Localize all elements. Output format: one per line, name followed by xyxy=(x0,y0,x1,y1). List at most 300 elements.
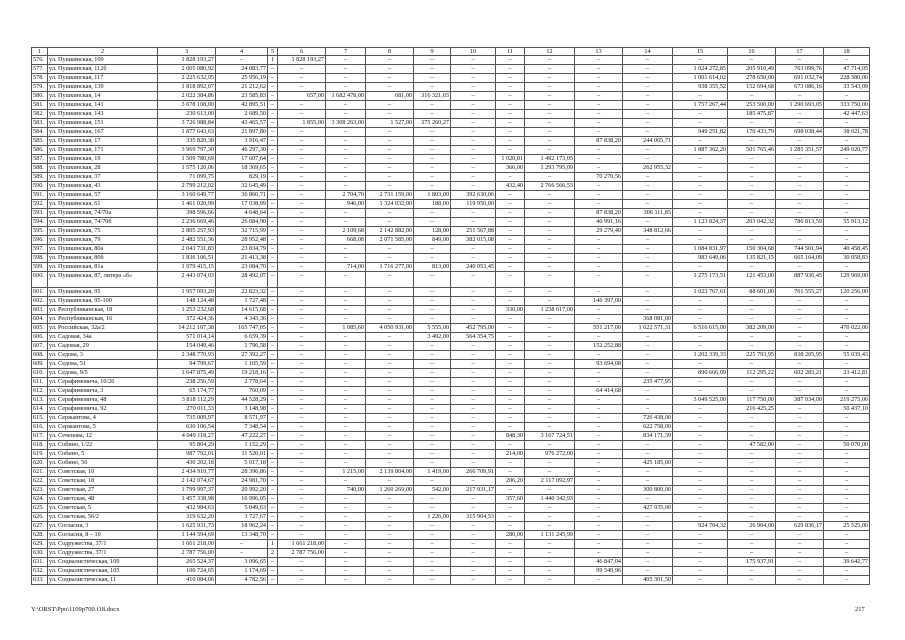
table-row xyxy=(32,495,870,504)
table-row xyxy=(32,558,870,567)
value-cell: – xyxy=(623,92,673,101)
address-cell: ул. Пушкинская, 151 xyxy=(48,119,158,128)
value-cell: 698 038,44 xyxy=(776,128,824,137)
value-cell: 1 084 831,97 xyxy=(673,245,728,254)
table-row xyxy=(32,450,870,459)
value-cell: 2 348 770,93 xyxy=(158,351,216,360)
value-cell: – xyxy=(366,513,414,522)
value-cell: – xyxy=(496,83,525,92)
value-cell: – xyxy=(525,128,575,137)
value-cell: – xyxy=(525,146,575,155)
address-cell: ул. Серафимовича, 3 xyxy=(48,387,158,396)
value-cell: 3 308 263,00 xyxy=(326,119,366,128)
value-cell: – xyxy=(268,200,278,209)
value-cell: – xyxy=(728,378,776,387)
value-cell: – xyxy=(451,65,496,74)
value-cell: – xyxy=(451,576,496,585)
value-cell: 2 731 159,00 xyxy=(366,191,414,200)
address-cell: ул. Российская, 32а/2 xyxy=(48,324,158,333)
value-cell: – xyxy=(525,540,575,549)
value-cell: – xyxy=(776,333,824,342)
row-number-cell: 618. xyxy=(32,441,48,450)
row-number-cell: 595. xyxy=(32,227,48,236)
row-number-cell: 609. xyxy=(32,360,48,369)
value-cell: – xyxy=(326,83,366,92)
value-cell: 1 174,69 xyxy=(216,567,268,576)
value-cell: – xyxy=(451,137,496,146)
value-cell: 2 482 551,36 xyxy=(158,236,216,245)
row-number-cell: 603. xyxy=(32,306,48,315)
value-cell: – xyxy=(673,567,728,576)
value-cell: – xyxy=(326,137,366,146)
value-cell: – xyxy=(451,387,496,396)
value-cell: 1 238 617,00 xyxy=(525,306,575,315)
value-cell: 3 096,65 xyxy=(216,558,268,567)
value-cell: – xyxy=(326,567,366,576)
value-cell: – xyxy=(268,387,278,396)
value-cell: 1 324 032,00 xyxy=(366,200,414,209)
value-cell: – xyxy=(326,297,366,306)
value-cell: – xyxy=(623,333,673,342)
address-cell: ул. Содружества, 37/1 xyxy=(48,549,158,558)
value-cell: – xyxy=(776,164,824,173)
value-cell: – xyxy=(623,146,673,155)
value-cell: 938 355,52 xyxy=(673,83,728,92)
value-cell: 100 724,65 xyxy=(158,567,216,576)
value-cell: 726 438,00 xyxy=(623,414,673,423)
value-cell: – xyxy=(366,369,414,378)
value-cell: – xyxy=(824,567,870,576)
value-cell: 602 283,21 xyxy=(776,369,824,378)
value-cell: 372 424,36 xyxy=(158,315,216,324)
value-cell: – xyxy=(776,414,824,423)
value-cell: – xyxy=(278,128,326,137)
value-cell: – xyxy=(824,200,870,209)
value-cell: – xyxy=(776,360,824,369)
value-cell: 42 895,51 xyxy=(216,101,268,110)
value-cell: – xyxy=(496,65,525,74)
value-cell: – xyxy=(776,504,824,513)
value-cell: 2 778,64 xyxy=(216,378,268,387)
value-cell: – xyxy=(451,378,496,387)
value-cell: 14 212 107,38 xyxy=(158,324,216,333)
value-cell: – xyxy=(623,396,673,405)
value-cell: 28 492,07 xyxy=(216,272,268,288)
value-cell: – xyxy=(673,423,728,432)
value-cell: 165 747,05 xyxy=(216,324,268,333)
value-cell: – xyxy=(451,540,496,549)
value-cell: – xyxy=(414,110,451,119)
value-cell: 1 799 997,37 xyxy=(158,486,216,495)
value-cell: – xyxy=(326,441,366,450)
row-number-cell: 591. xyxy=(32,191,48,200)
address-cell: ул. Пушкинская, 61 xyxy=(48,200,158,209)
value-cell: – xyxy=(268,92,278,101)
value-cell: – xyxy=(451,441,496,450)
value-cell: – xyxy=(623,549,673,558)
value-cell: – xyxy=(728,227,776,236)
value-cell: 4 050 931,00 xyxy=(366,324,414,333)
column-header: 6 xyxy=(278,48,326,56)
value-cell: 2 022 384,86 xyxy=(158,92,216,101)
value-cell: – xyxy=(728,576,776,585)
address-cell: ул. Пушкинская, 112б xyxy=(48,65,158,74)
value-cell: 1 293 795,09 xyxy=(525,164,575,173)
value-cell: – xyxy=(496,351,525,360)
table-row xyxy=(32,351,870,360)
value-cell: – xyxy=(525,209,575,218)
value-cell: – xyxy=(728,432,776,441)
value-cell: – xyxy=(728,315,776,324)
value-cell: 1 275 173,51 xyxy=(673,272,728,288)
value-cell: – xyxy=(575,56,623,65)
value-cell: 4 049 118,27 xyxy=(158,432,216,441)
value-cell: – xyxy=(673,432,728,441)
value-cell: – xyxy=(575,155,623,164)
value-cell: – xyxy=(414,297,451,306)
value-cell: – xyxy=(451,110,496,119)
row-number-cell: 596. xyxy=(32,236,48,245)
value-cell: 170 433,79 xyxy=(728,128,776,137)
address-cell: ул. Социалистическая, 11 xyxy=(48,576,158,585)
table-row xyxy=(32,315,870,324)
value-cell: – xyxy=(366,342,414,351)
value-cell: – xyxy=(496,315,525,324)
value-cell: 148 124,48 xyxy=(158,297,216,306)
value-cell: 154 049,46 xyxy=(158,342,216,351)
value-cell: – xyxy=(673,441,728,450)
value-cell: 93 694,08 xyxy=(575,360,623,369)
row-number-cell: 610. xyxy=(32,369,48,378)
address-cell: ул. Социалистическая, 105 xyxy=(48,567,158,576)
row-number-cell: 592. xyxy=(32,200,48,209)
row-number-cell: 607. xyxy=(32,342,48,351)
row-number-cell: 629. xyxy=(32,540,48,549)
value-cell: 7 348,54 xyxy=(216,423,268,432)
value-cell: – xyxy=(776,576,824,585)
value-cell: – xyxy=(776,531,824,540)
value-cell: 11 520,01 xyxy=(216,450,268,459)
value-cell: 630 106,54 xyxy=(158,423,216,432)
value-cell: – xyxy=(623,513,673,522)
row-number-cell: 606. xyxy=(32,333,48,342)
value-cell: 225 793,95 xyxy=(728,351,776,360)
value-cell: 1 457 338,98 xyxy=(158,495,216,504)
value-cell: 1 xyxy=(268,56,278,65)
value-cell: – xyxy=(575,477,623,486)
value-cell: 28 396,86 xyxy=(216,468,268,477)
value-cell: – xyxy=(326,65,366,74)
value-cell: – xyxy=(326,432,366,441)
value-cell: – xyxy=(326,423,366,432)
value-cell: – xyxy=(728,459,776,468)
value-cell: – xyxy=(728,567,776,576)
value-cell: – xyxy=(414,540,451,549)
value-cell: – xyxy=(673,315,728,324)
value-cell: – xyxy=(451,558,496,567)
value-cell: – xyxy=(326,101,366,110)
value-cell: – xyxy=(366,146,414,155)
value-cell: – xyxy=(673,576,728,585)
value-cell: – xyxy=(575,441,623,450)
value-cell: 50 437,10 xyxy=(824,405,870,414)
row-number-cell: 579. xyxy=(32,83,48,92)
value-cell: 5 017,18 xyxy=(216,459,268,468)
value-cell: – xyxy=(525,567,575,576)
value-cell: – xyxy=(451,119,496,128)
value-cell: 890 666,09 xyxy=(673,369,728,378)
value-cell: 262 955,32 xyxy=(623,164,673,173)
value-cell: 1 803,00 xyxy=(414,191,451,200)
value-cell: – xyxy=(623,218,673,227)
value-cell: – xyxy=(496,110,525,119)
value-cell: – xyxy=(326,74,366,83)
row-number-cell: 630. xyxy=(32,549,48,558)
value-cell: – xyxy=(366,450,414,459)
value-cell: – xyxy=(366,351,414,360)
value-cell: – xyxy=(525,504,575,513)
footer-file-path: Y:\ORST\Ppo\1109p700.f18.docx xyxy=(31,606,120,613)
value-cell: – xyxy=(278,209,326,218)
value-cell: 1 757 267,44 xyxy=(673,101,728,110)
value-cell: 427 935,00 xyxy=(623,504,673,513)
value-cell: 629 836,17 xyxy=(776,522,824,531)
value-cell: – xyxy=(414,146,451,155)
value-cell: 838 205,95 xyxy=(776,351,824,360)
value-cell: – xyxy=(268,306,278,315)
value-cell: 185 475,87 xyxy=(728,110,776,119)
value-cell: – xyxy=(623,56,673,65)
value-cell: – xyxy=(824,423,870,432)
value-cell: – xyxy=(824,297,870,306)
value-cell: – xyxy=(776,324,824,333)
value-cell: 2 142 074,67 xyxy=(158,477,216,486)
value-cell: – xyxy=(278,110,326,119)
value-cell: – xyxy=(268,254,278,263)
value-cell: – xyxy=(451,360,496,369)
value-cell: 71 099,75 xyxy=(158,173,216,182)
value-cell: – xyxy=(728,477,776,486)
value-cell: – xyxy=(525,65,575,74)
value-cell: – xyxy=(525,378,575,387)
value-cell: – xyxy=(728,191,776,200)
address-cell: ул. Пушкинская, 79 xyxy=(48,236,158,245)
value-cell: 1 716 277,00 xyxy=(366,263,414,272)
value-cell: – xyxy=(776,387,824,396)
value-cell: 657,00 xyxy=(278,92,326,101)
value-cell: – xyxy=(824,486,870,495)
value-cell: – xyxy=(326,369,366,378)
value-cell: – xyxy=(326,405,366,414)
value-cell: 44 528,29 xyxy=(216,396,268,405)
value-cell: 1 419,00 xyxy=(414,468,451,477)
value-cell: 47 582,00 xyxy=(728,441,776,450)
value-cell: 25 525,00 xyxy=(824,522,870,531)
value-cell: – xyxy=(496,74,525,83)
value-cell: 253 500,00 xyxy=(728,101,776,110)
value-cell: – xyxy=(776,540,824,549)
value-cell: – xyxy=(414,128,451,137)
value-cell: – xyxy=(525,468,575,477)
value-cell: – xyxy=(623,119,673,128)
value-cell: 2 xyxy=(268,549,278,558)
value-cell: – xyxy=(278,315,326,324)
value-cell: – xyxy=(575,378,623,387)
value-cell: – xyxy=(575,369,623,378)
value-cell: 1 661 218,00 xyxy=(278,540,326,549)
value-cell: – xyxy=(496,423,525,432)
value-cell: – xyxy=(496,146,525,155)
value-cell: 18 962,24 xyxy=(216,522,268,531)
value-cell: – xyxy=(366,83,414,92)
value-cell: – xyxy=(776,450,824,459)
table-row xyxy=(32,263,870,272)
column-header: 16 xyxy=(728,48,776,56)
value-cell: – xyxy=(451,315,496,324)
value-cell: – xyxy=(366,504,414,513)
value-cell: – xyxy=(824,236,870,245)
value-cell: – xyxy=(496,101,525,110)
value-cell: – xyxy=(278,414,326,423)
value-cell: 47 222,27 xyxy=(216,432,268,441)
value-cell: 2 142 882,00 xyxy=(366,227,414,236)
value-cell: 50 070,00 xyxy=(824,441,870,450)
table-row xyxy=(32,360,870,369)
value-cell: – xyxy=(414,342,451,351)
table-row xyxy=(32,459,870,468)
value-cell: – xyxy=(496,504,525,513)
value-cell: – xyxy=(776,227,824,236)
value-cell: – xyxy=(525,173,575,182)
value-cell: 564 354,75 xyxy=(451,333,496,342)
row-number-cell: 576. xyxy=(32,56,48,65)
value-cell: – xyxy=(496,137,525,146)
value-cell: 1 957 093,20 xyxy=(158,288,216,297)
value-cell: – xyxy=(451,522,496,531)
row-number-cell: 615. xyxy=(32,414,48,423)
value-cell: 25 956,19 xyxy=(216,74,268,83)
value-cell: 829,19 xyxy=(216,173,268,182)
value-cell: – xyxy=(673,182,728,191)
value-cell: – xyxy=(575,549,623,558)
value-cell: – xyxy=(575,288,623,297)
table-row xyxy=(32,378,870,387)
value-cell: 1 575 120,06 xyxy=(158,164,216,173)
row-number-cell: 611. xyxy=(32,378,48,387)
value-cell: – xyxy=(278,288,326,297)
value-cell: – xyxy=(268,288,278,297)
value-cell: 691 032,74 xyxy=(776,74,824,83)
value-cell: – xyxy=(268,423,278,432)
value-cell: – xyxy=(575,351,623,360)
value-cell: 3 148,98 xyxy=(216,405,268,414)
value-cell: – xyxy=(623,360,673,369)
value-cell: – xyxy=(366,576,414,585)
value-cell: 238 256,59 xyxy=(158,378,216,387)
value-cell: – xyxy=(496,468,525,477)
value-cell: – xyxy=(525,324,575,333)
value-cell: – xyxy=(824,468,870,477)
value-cell: 410 084,06 xyxy=(158,576,216,585)
value-cell: – xyxy=(414,65,451,74)
value-cell: – xyxy=(525,423,575,432)
value-cell: 2 225 632,95 xyxy=(158,74,216,83)
value-cell: 266 709,91 xyxy=(451,468,496,477)
value-cell: – xyxy=(326,272,366,288)
value-cell: – xyxy=(414,182,451,191)
value-cell: – xyxy=(326,396,366,405)
value-cell: 46 297,30 xyxy=(216,146,268,155)
value-cell: 571 014,14 xyxy=(158,333,216,342)
value-cell: – xyxy=(414,83,451,92)
value-cell: – xyxy=(451,306,496,315)
address-cell: ул. Пушкинская, 143 xyxy=(48,110,158,119)
table-row xyxy=(32,423,870,432)
value-cell: – xyxy=(776,92,824,101)
value-cell: 3 727,67 xyxy=(216,513,268,522)
value-cell: – xyxy=(414,567,451,576)
value-cell: 681,00 xyxy=(366,92,414,101)
value-cell: 1 625 931,73 xyxy=(158,522,216,531)
row-number-cell: 614. xyxy=(32,405,48,414)
value-cell: – xyxy=(776,558,824,567)
table-row xyxy=(32,432,870,441)
value-cell: – xyxy=(278,272,326,288)
address-cell: ул. Республиканская, 16 xyxy=(48,315,158,324)
value-cell: – xyxy=(496,405,525,414)
value-cell: – xyxy=(496,56,525,65)
column-header: 3 xyxy=(158,48,216,56)
value-cell: – xyxy=(824,576,870,585)
value-cell: – xyxy=(278,351,326,360)
value-cell: – xyxy=(268,576,278,585)
value-cell: 265 524,37 xyxy=(158,558,216,567)
value-cell: – xyxy=(525,333,575,342)
table-row xyxy=(32,74,870,83)
value-cell: – xyxy=(623,65,673,74)
value-cell: – xyxy=(623,297,673,306)
table-row xyxy=(32,414,870,423)
value-cell: – xyxy=(414,378,451,387)
value-cell: – xyxy=(575,191,623,200)
value-cell: – xyxy=(451,405,496,414)
value-cell: – xyxy=(776,263,824,272)
row-number-cell: 587. xyxy=(32,155,48,164)
value-cell: – xyxy=(673,504,728,513)
value-cell: – xyxy=(623,387,673,396)
table-row xyxy=(32,236,870,245)
value-cell: – xyxy=(623,173,673,182)
address-cell: ул. Советская, 18 xyxy=(48,477,158,486)
value-cell: 216 425,25 xyxy=(728,405,776,414)
row-number-cell: 586. xyxy=(32,146,48,155)
value-cell: – xyxy=(414,74,451,83)
value-cell: 2 805 257,93 xyxy=(158,227,216,236)
value-cell: 175 937,91 xyxy=(728,558,776,567)
row-number-cell: 602. xyxy=(32,297,48,306)
value-cell: 398 596,66 xyxy=(158,209,216,218)
value-cell: – xyxy=(326,306,366,315)
value-cell: 87 838,20 xyxy=(575,137,623,146)
row-number-cell: 612. xyxy=(32,387,48,396)
value-cell: – xyxy=(728,495,776,504)
value-cell: 3 726 988,84 xyxy=(158,119,216,128)
value-cell: – xyxy=(268,351,278,360)
value-cell: 112 295,22 xyxy=(728,369,776,378)
value-cell: 976 272,00 xyxy=(525,450,575,459)
address-cell: ул. Пушкинская, 80а xyxy=(48,245,158,254)
value-cell: – xyxy=(575,92,623,101)
